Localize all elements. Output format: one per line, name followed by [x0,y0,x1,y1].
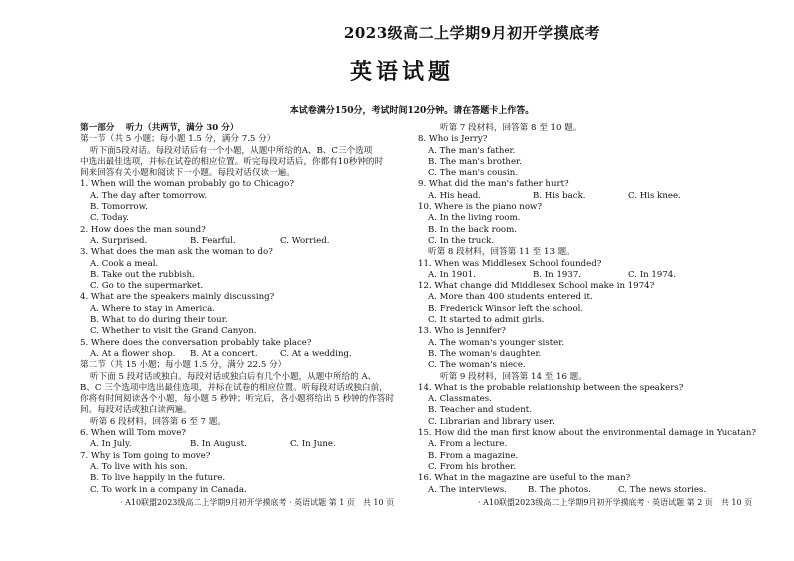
option: C. The woman's niece. [428,360,526,371]
question-1: 1. When will the woman probably go to Chicago? [80,179,294,190]
option: B. Tomorrow. [90,202,148,213]
material-heading: 听第 9 段材料，回答第 14 至 16 题。 [440,371,587,382]
option: C. To work in a company in Canada. [90,484,247,495]
material-heading: 听第 7 段材料，回答第 8 至 10 题。 [440,123,582,133]
question-6: 6. When will Tom move? [80,428,186,439]
section-heading: 第一节（共 5 小题；每小题 1.5 分，满分 7.5 分） [80,134,276,145]
option: B. Teacher and student. [428,405,532,416]
instructions-line: 间。每段对话或独白读两遍。 [80,405,192,416]
options-row [418,270,718,281]
question-5: 5. Where does the conversation probably take place? [80,337,312,348]
option: A. At a flower shop. [90,348,176,359]
option: A. The woman's younger sister. [428,337,565,348]
option: B. The photos. [528,484,591,495]
option: B. Take out the rubbish. [90,269,195,280]
option: A. In 1901. [428,269,476,280]
option: C. From his brother. [428,461,517,472]
option: C. Librarian and library user. [428,416,555,427]
exam-note: 本试卷满分150分，考试时间120分钟。请在答题卡上作答。 [289,106,535,116]
options-row [80,349,398,360]
option: A. To live with his son. [90,461,188,472]
option: B. In August. [190,439,247,450]
question-12: 12. What change did Middlesex School make in 1974? [418,281,655,292]
option: B. The woman's daughter. [428,348,542,359]
option: B. His back. [533,190,586,201]
instructions-line: 中选出最佳选项，并标在试卷的相应位置。听完每段对话后，你都有10秒钟的时 [80,156,384,167]
part-heading: 第一部分 听力（共两节，满分 30 分） [80,123,239,133]
instructions-line: 你将有时间阅读各个小题，每小题 5 秒钟；听完后，各小题将给出 5 秒钟的作答时 [80,394,395,405]
option: C. The news stories. [618,484,707,495]
instructions-line: B、C 三个选项中选出最佳选项，并标在试卷的相应位置。听每段对话或独白前， [80,382,388,393]
option: C. His knee. [628,190,681,201]
exam-title: 2023级高二上学期9月初开学摸底考 [343,24,601,42]
material-heading: 听第 6 段材料，回答第 6 至 7 题。 [90,416,226,427]
question-8: 8. Who is Jerry? [418,134,488,145]
option: C. Worried. [280,235,330,246]
question-13: 13. Who is Jennifer? [418,326,506,337]
option: A. Classmates. [428,394,492,405]
option: A. From a lecture. [428,439,508,450]
option: C. In 1974. [628,269,676,280]
option: C. In the truck. [428,235,495,246]
question-15: 15. How did the man first know about the environmental damage in Yucatan? [418,428,756,439]
options-row [418,191,718,202]
option: B. Frederick Winsor left the school. [428,303,584,314]
options-row [418,485,718,496]
option: B. From a magazine. [428,450,519,461]
page-footer-right: · A10联盟2023级高二上学期9月初开学摸底考 · 英语试题 第 2 页 共 10 页 [478,498,753,507]
question-10: 10. Where is the piano now? [418,202,542,213]
options-row [80,439,398,450]
option: C. Whether to visit the Grand Canyon. [90,326,257,337]
instructions-line: 听下面5段对话。每段对话后有一个小题，从题中所给的A、B、C三个选项 [90,145,373,156]
right-column [418,123,756,496]
page-footer-left: · A10联盟2023级高二上学期9月初开学摸底考 · 英语试题 第 1 页 共 10 页 [120,498,395,507]
section-heading: 第二节（共 15 小题；每小题 1.5 分，满分 22.5 分） [80,360,287,371]
question-3: 3. What does the man ask the woman to do? [80,247,273,258]
question-7: 7. Why is Tom going to move? [80,450,211,461]
option: A. The interviews. [428,484,507,495]
option: A. His head. [428,190,482,201]
option: B. At a concert. [190,348,258,359]
option: A. More than 400 students entered it. [428,292,593,303]
question-16: 16. What in the magazine are useful to the man? [418,473,631,484]
question-4: 4. What are the speakers mainly discussing? [80,292,275,303]
instructions-line: 听下面 5 段对话或独白。每段对话或独白后有几个小题，从题中所给的 A、 [90,371,377,382]
option: B. In 1937. [533,269,582,280]
subject-title: 英语试题 [349,59,454,85]
instructions-line: 间来回答有关小题和阅读下一小题。每段对话仅读一遍。 [80,168,295,179]
question-14: 14. What is the probable relationship between the speakers? [418,382,684,393]
option: A. In the living room. [428,213,521,224]
option: A. In July. [90,439,132,450]
option: C. The man's cousin. [428,168,519,179]
option: C. It started to admit girls. [428,315,545,326]
option: B. Fearful. [190,235,236,246]
option: A. The day after tomorrow. [90,190,208,201]
left-column [80,123,398,496]
option: A. Where to stay in America. [90,303,215,314]
options-row [80,236,398,247]
material-heading: 听第 8 段材料，回答第 11 至 13 题。 [428,247,575,258]
question-9: 9. What did the man's father hurt? [418,179,569,190]
option: B. In the back room. [428,224,517,235]
option: C. In June. [290,439,336,450]
option: C. At a wedding. [280,348,352,359]
option: B. The man's brother. [428,156,522,167]
option: B. To live happily in the future. [90,473,226,484]
option: A. Surprised. [90,235,148,246]
option: A. Cook a meal. [90,258,159,269]
option: C. Today. [90,213,130,224]
option: A. The man's father. [428,145,516,156]
question-2: 2. How does the man sound? [80,224,206,235]
option: B. What to do during their tour. [90,315,228,326]
question-11: 11. When was Middlesex School founded? [418,258,602,269]
option: C. Go to the supermarket. [90,281,204,292]
